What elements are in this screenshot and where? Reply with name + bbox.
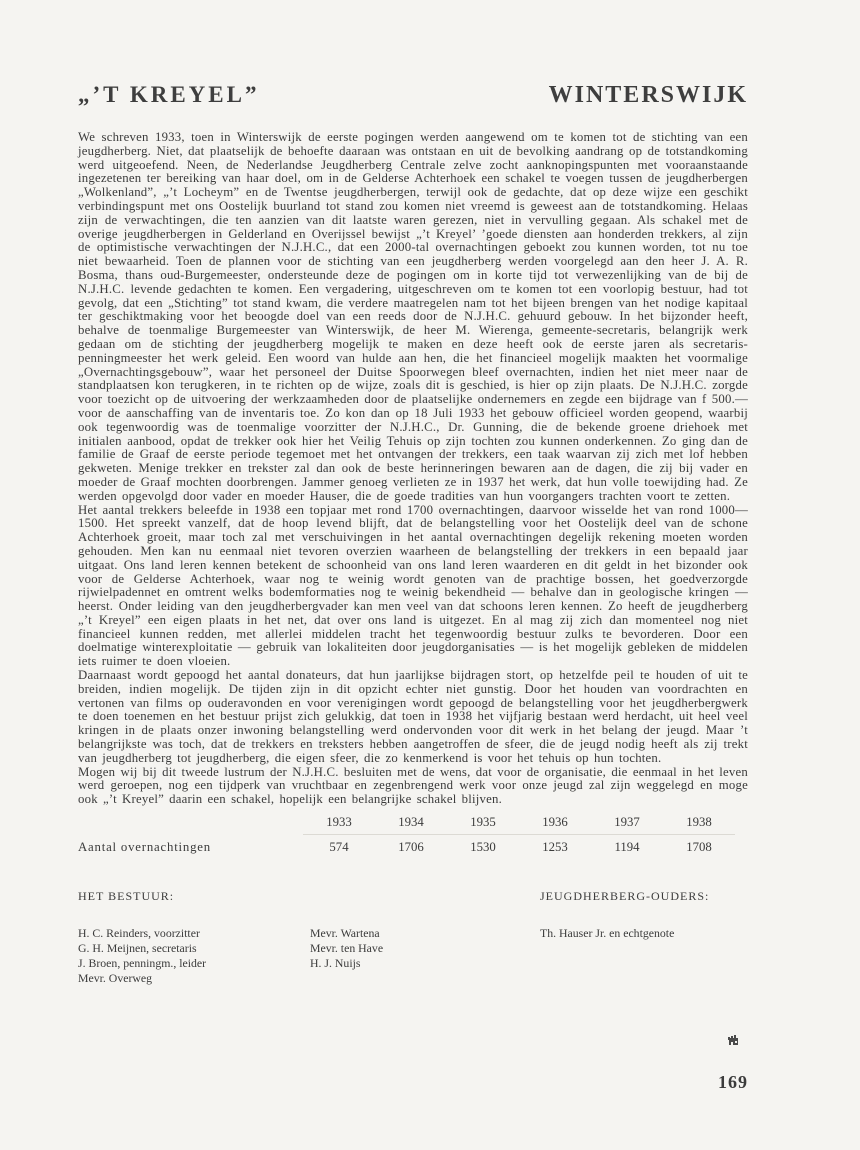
board-member: H. J. Nuijs [310, 956, 361, 971]
printers-mark-icon [727, 1033, 741, 1051]
table-row-label: Aantal overnachtingen [78, 840, 211, 855]
board-member: Mevr. ten Have [310, 941, 384, 956]
table-value: 1530 [470, 840, 496, 855]
body-paragraph-3: Daarnaast wordt gepoogd het aantal donateurs, dat hun jaarlijkse bijdragen stort, op hetzelfde peil te houden of uit te breiden, indien mogelijk. De tijden zijn in dit opzicht echter niet gunstig. Door het houden van voordrachten en vertonen van films op ouderavonden en voor verenigingen wordt gepoogd de belangstelling voor het jeugdherbergwerk te doen toenemen en het bestuur prijst zich gelukkig, dat toen in 1938 het vijfjarig bestaan werd herdacht, uit heel veel kringen in de plaats onzer inwoning belangstelling werd ondervonden voor dit werk in het belang der jeugd. Maar ’t belangrijkste was toch, dat de trekkers en treksters hebben aangetroffen de sfeer, die de jeugd nodig heeft als zij trekt van jeugdherberg tot jeugdherberg, die eigen sfeer, die zo kenmerkend is voor het tehuis op hun tochten. [78, 668, 748, 765]
table-values-row [78, 840, 748, 855]
parents-column [540, 926, 748, 986]
footer-heading-spacer [310, 889, 540, 904]
table-value: 1194 [614, 840, 640, 855]
year-header: 1934 [375, 815, 447, 835]
body-paragraph-1: We schreven 1933, toen in Winterswijk de eerste pogingen werden aangewend om te komen tot de stichting van een jeugdherberg. Niet, dat plaatselijk de behoefte daaraan was ontstaan en uit de bevolking aandrang op de totstandkoming werd uitgeoefend. Neen, de Nederlandse Jeugdherberg Centrale zelve zocht aanknopingspunten met vooraanstaande ingezetenen ter bereiking van haar doel, om in de Gelderse Achterhoek een schakel te voegen tussen de jeugdherbergen „Wolkenland”, „’t Locheym” en de Twentse jeugdherbergen, terwijl ook de gedachte, dat op deze wijze een geschikt verbindingspunt met ons Oostelijk buurland tot stand zou komen niet vreemd is geweest aan de totstandkoming. Helaas zijn de verwachtingen, die ten aanzien van dit laatste waren gerezen, niet in vervulling gegaan. Als schakel met de overige jeugdherbergen in Gelderland en Overijssel bewijst „’t Kreyel’ ’goede diensten aan honderden trekkers, al zijn de optimistische verwachtingen der N.J.H.C., dat een 2000-tal overnachtingen geboekt zou kunnen worden, tot nu toe niet bewaarheid. Toen de plannen voor de stichting van een jeugdherberg werden voorgelegd aan den heer J. A. R. Bosma, thans oud-Burgemeester, ondersteunde deze de pogingen om in korte tijd tot verwezenlijking van de bij de N.J.H.C. levende gedachten te komen. Een vergadering, uitgeschreven om te komen tot een voorlopig bestuur, had tot gevolg, dat een „Stichting” tot stand kwam, die verdere maatregelen nam tot het bijeen brengen van het nodige kapitaal ter geschiktmaking voor het beoogde doel van een reeds door de N.J.H.C. gehuurd gebouw. In het bijzonder heeft, behalve de toenmalige Burgemeester van Winterswijk, de heer M. Wierenga, gemeente-secretaris, belangrijk werk gedaan om de stichting der jeugdherberg mogelijk te maken en deze heeft ook de eerste jaren als secretaris-penningmeester het werk geleid. Een woord van hulde aan hen, die het financieel mogelijk maakten het voormalige „Overnachtingsgebouw”, waar het personeel der Duitse Spoorwegen bleef overnachten, indien het niet meer naar de standplaatsen kon terugkeren, in te richten op de wijze, zoals dit is geschied, is hier op zijn plaats. De N.J.H.C. zorgde voor toezicht op de uitvoering der werkzaamheden door de plaatselijke ondernemers en zegde een bijdrage van f 500.— voor de aanschaffing van de inventaris toe. Zo kon dan op 18 Juli 1933 het gebouw officieel worden geopend, waarbij ook tegenwoordig was de toenmalige voorzitter der N.J.H.C., Dr. Gunning, die de bekende groene driehoek met initialen aanbood, opdat de trekker ook hier het Veilig Tehuis op zijn tochten zou kunnen onderkennen. Zo ging dan de familie de Graaf de eerste periode tegemoet met het ontvangen der trekkers, een taak waarvan zij zich met lof hebben gekweten. Menige trekker en trekster zal dan ook de beste herinneringen bewaren aan de dagen, die zij bij vader en moeder de Graaf mochten doorbrengen. Jammer genoeg verlieten ze in 1937 het werk, dat hun volle toewijding had. Ze werden opgevolgd door vader en moeder Hauser, die de goede tradities van hun voorgangers trachten voort te zetten. [78, 130, 748, 503]
year-header: 1937 [591, 815, 663, 835]
table-value: 1708 [686, 840, 712, 855]
table-value: 1253 [542, 840, 568, 855]
board-member: J. Broen, penningm., leider [78, 956, 207, 971]
board-member: G. H. Meijnen, secretaris [78, 941, 197, 956]
masthead [78, 82, 748, 109]
body-paragraph-2: Het aantal trekkers beleefde in 1938 een topjaar met rond 1700 overnachtingen, daarvoor wisselde het van rond 1000—1500. Het spreekt vanzelf, dat de hoop levend blijft, dat de belangstelling voor het Oostelijk deel van de schone Achterhoek groeit, maar toch zal met verschuivingen in het aantal overnachtingen degelijk rekening moeten worden gehouden. Men kan nu eenmaal niet tevoren overzien waarheen de belangstelling der trekkers in een bepaald jaar uitgaat. Ons land leren kennen betekent de schoonheid van ons land leren waarderen en dit geldt in het bizonder ook voor de Gelderse Achterhoek, waar nog te weinig wordt genoten van de prachtige bossen, het goedverzorgde rijwielpadennet en omtrent welks bodemformaties nog te weinig bekendheid — behalve dan in geologische kringen — heerst. Onder leiding van den jeugdherbergvader kan men veel van dat schoons leren kennen. Zo heeft de jeugdherberg „’t Kreyel” een eigen plaats in het net, dat over ons land is uitgezet. En al mag zij zich dan momenteel nog niet financieel kunnen redden, met allerlei middelen tracht het tegenwoordig bestuur zulks te bevorderen. Door een doelmatige winterexploitatie — gebruik van lokaliteiten door jeugdorganisaties — is het mogelijk gebleken de middelen iets ruimer te doen vloeien. [78, 502, 748, 669]
year-header: 1935 [447, 815, 519, 835]
footer-headings [78, 889, 748, 904]
footer-block [78, 889, 748, 986]
article-title: „’T KREYEL” [78, 82, 260, 107]
parents-heading: JEUGDHERBERG-OUDERS: [540, 889, 710, 904]
board-member: H. C. Reinders, voorzitter [78, 926, 200, 941]
board-column-1 [78, 926, 310, 986]
table-value: 1706 [398, 840, 424, 855]
table-year-header-row [78, 815, 748, 835]
board-member: Mevr. Wartena [310, 926, 380, 941]
year-header: 1938 [663, 815, 735, 835]
article-location: WINTERSWIJK [548, 82, 748, 108]
table-value: 574 [329, 840, 349, 855]
page-content [78, 82, 748, 986]
year-header: 1933 [303, 815, 375, 835]
article-body [78, 131, 748, 807]
board-column-2 [310, 926, 540, 986]
hostel-parents: Th. Hauser Jr. en echtgenote [540, 926, 675, 941]
page-number: 169 [718, 1072, 748, 1092]
body-paragraph-4: Mogen wij bij dit tweede lustrum der N.J.H.C. besluiten met de wens, dat voor de organisatie, die eenmaal in het leven werd geroepen, nog een tijdperk van vruchtbaar en zegenbrengend werk voor onze jeugd zal zijn weggelegd en moge ook „’t Kreyel” daarin een schakel, hopelijk een belangrijke schakel blijven. [78, 764, 748, 807]
year-header: 1936 [519, 815, 591, 835]
footer-names [78, 926, 748, 986]
board-member: Mevr. Overweg [78, 971, 153, 986]
overnachtingen-table [78, 815, 748, 855]
board-heading: HET BESTUUR: [78, 889, 175, 904]
